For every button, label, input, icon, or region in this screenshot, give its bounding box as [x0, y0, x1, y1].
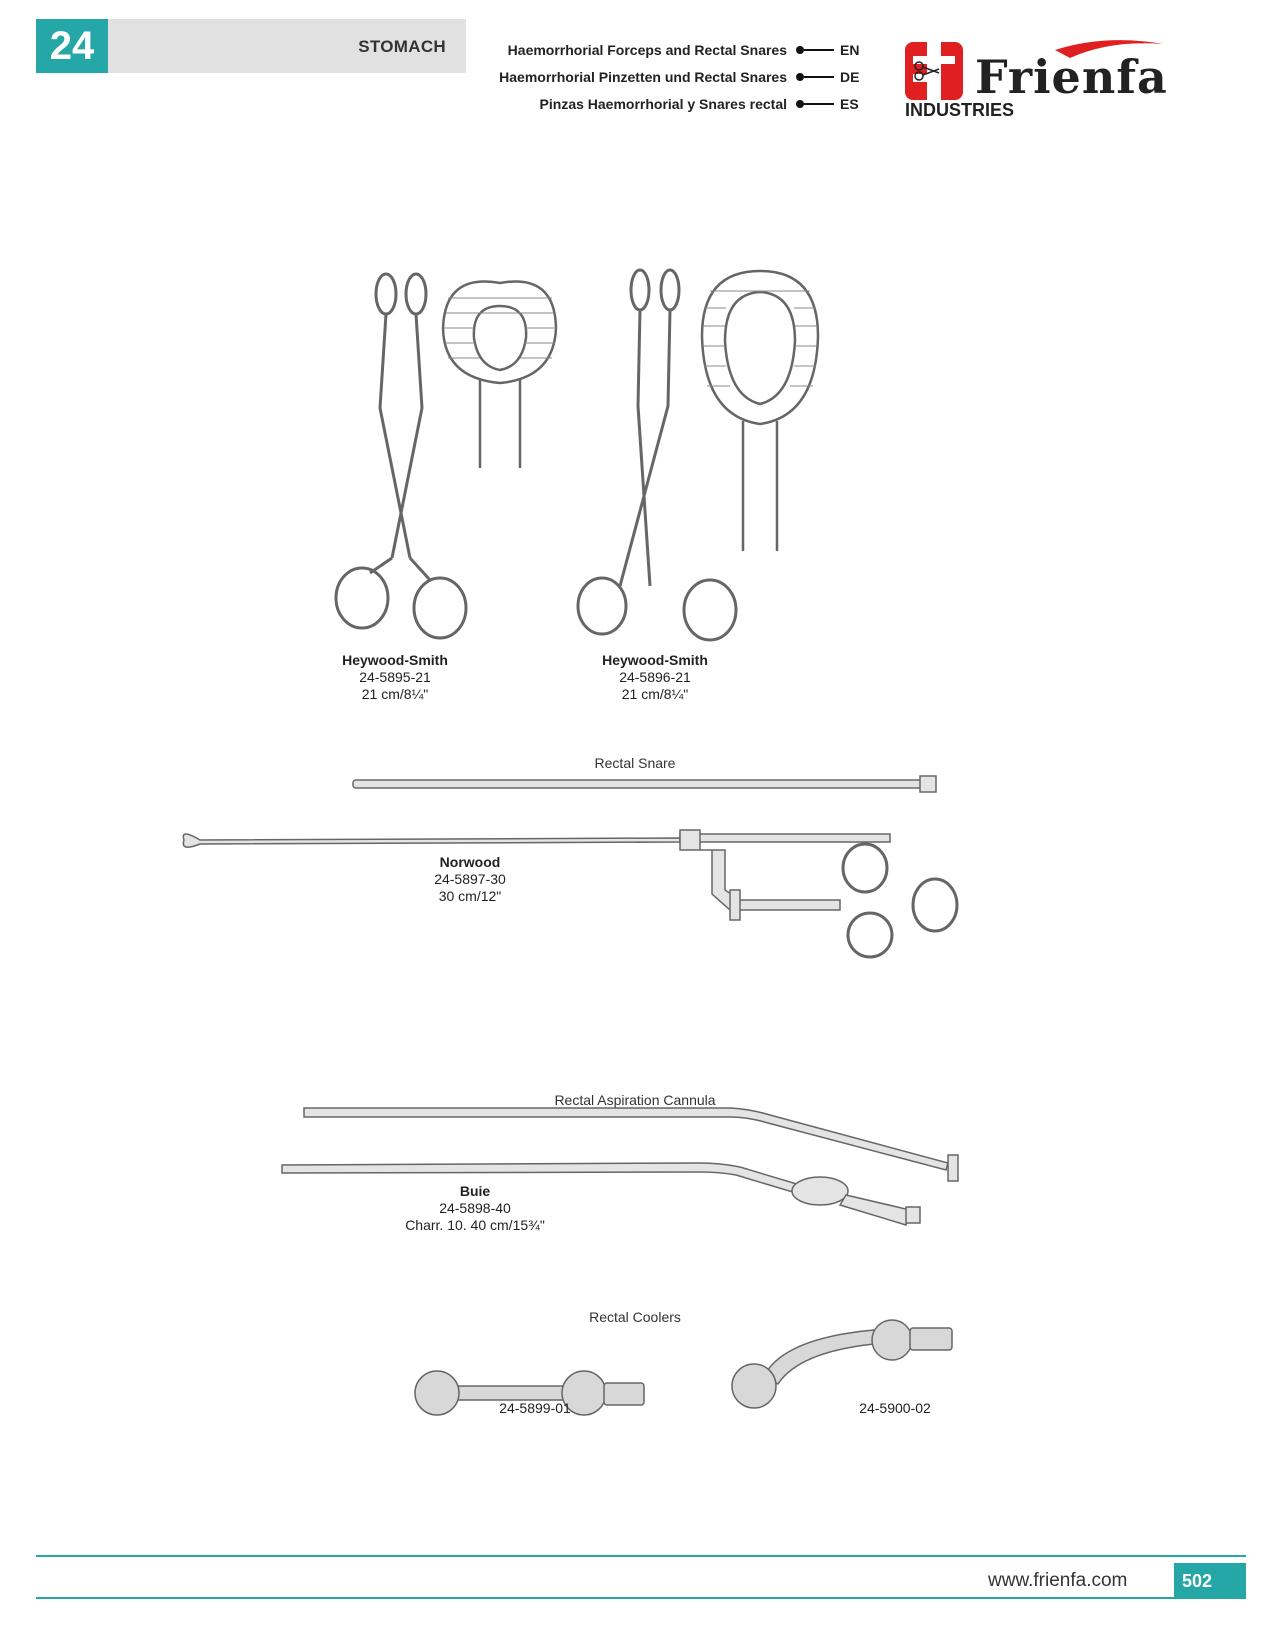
product-code: 24-5897-30 — [434, 871, 506, 887]
section-title: Rectal Aspiration Cannula — [554, 1092, 716, 1108]
product-code: 24-5896-21 — [619, 669, 691, 685]
heywood-smith-forceps-illustration-2 — [580, 266, 820, 646]
language-code: DE — [840, 69, 860, 85]
language-text: Pinzas Haemorrhorial y Snares rectal — [539, 96, 787, 112]
company-logo — [905, 38, 1175, 124]
product-name: Buie — [459, 1183, 491, 1199]
product-size: Charr. 10. 40 cm/15¾" — [405, 1217, 545, 1233]
product-code: 24-5895-21 — [359, 669, 431, 685]
page-number: 502 — [1174, 1563, 1246, 1599]
section-title: Rectal Snare — [594, 755, 676, 771]
language-text: Haemorrhorial Pinzetten und Rectal Snares — [499, 69, 787, 85]
footer-line — [36, 1597, 1246, 1599]
product-name: Heywood-Smith — [602, 652, 708, 668]
product-name: Heywood-Smith — [342, 652, 448, 668]
heywood-smith-forceps-illustration-1 — [330, 268, 570, 648]
product-name: Norwood — [439, 854, 501, 870]
language-code: ES — [840, 96, 859, 112]
section-title: Rectal Coolers — [589, 1309, 681, 1325]
logo-brand: Frienfa — [975, 50, 1168, 104]
product-size: 30 cm/12" — [438, 888, 502, 904]
product-code: 24-5898-40 — [439, 1200, 511, 1216]
website-link[interactable]: www.frienfa.com — [988, 1570, 1128, 1591]
chapter-title: STOMACH — [358, 37, 446, 56]
product-code: 24-5900-02 — [859, 1400, 931, 1416]
product-size: 21 cm/8¼" — [361, 686, 429, 702]
language-row-es — [540, 96, 864, 112]
language-row-de — [499, 69, 864, 85]
language-code: EN — [840, 42, 860, 58]
product-caption — [310, 652, 480, 703]
product-caption — [400, 854, 540, 905]
chapter-number: 24 — [36, 19, 108, 73]
footer-line — [36, 1555, 1246, 1557]
norwood-snare-illustration — [180, 780, 980, 980]
chapter-band — [108, 19, 466, 73]
product-caption — [570, 652, 740, 703]
product-code: 24-5899-01 — [499, 1400, 571, 1416]
bullet-icon — [796, 46, 804, 54]
language-row-en — [508, 42, 864, 58]
bullet-icon — [796, 73, 804, 81]
logo-sub: INDUSTRIES — [905, 100, 1015, 120]
bullet-icon — [796, 100, 804, 108]
language-text: Haemorrhorial Forceps and Rectal Snares — [507, 42, 787, 58]
product-caption — [380, 1183, 570, 1234]
product-size: 21 cm/8¼" — [621, 686, 689, 702]
rectal-cooler-straight-illustration — [412, 1358, 672, 1428]
